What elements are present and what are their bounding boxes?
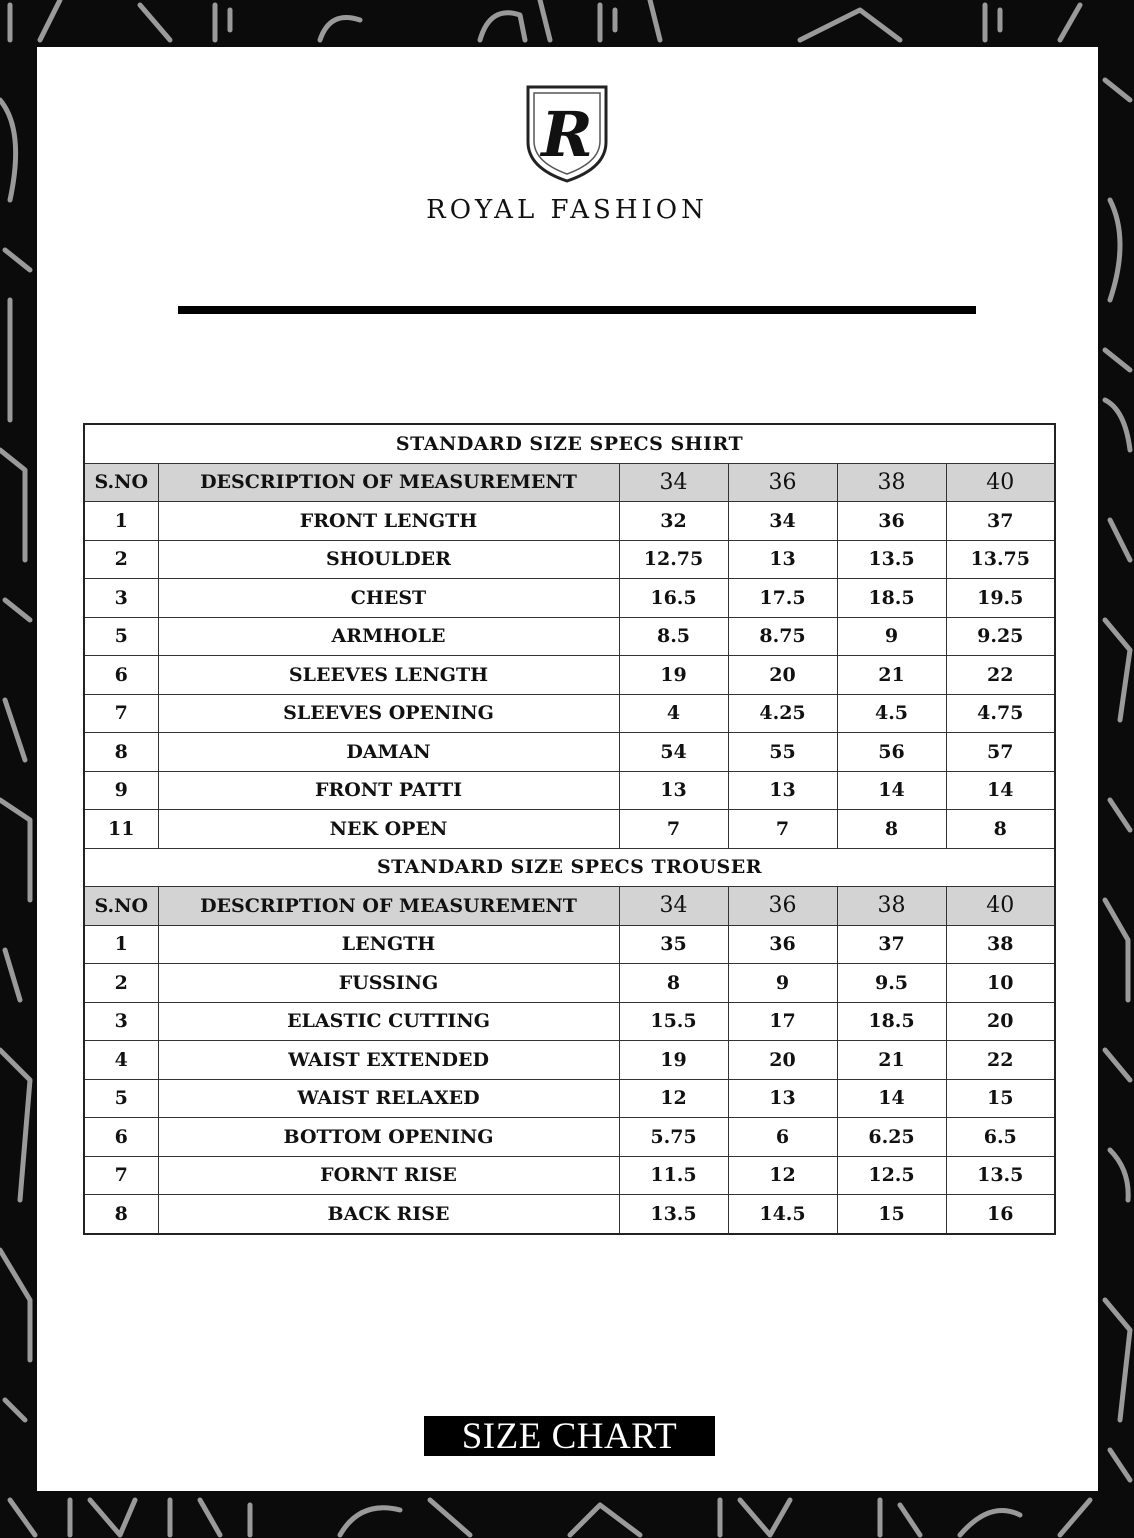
- measurement-value: 8.75: [728, 617, 837, 656]
- measurement-value: 6.25: [837, 1118, 946, 1157]
- shirt-section-title: STANDARD SIZE SPECS SHIRT: [84, 424, 1055, 463]
- row-description: CHEST: [158, 579, 619, 618]
- measurement-value: 32: [619, 502, 728, 541]
- table-row: [84, 1118, 1055, 1157]
- measurement-value: 13: [728, 540, 837, 579]
- measurement-value: 13.5: [946, 1156, 1055, 1195]
- measurement-value: 4.5: [837, 694, 946, 733]
- table-row: [84, 925, 1055, 964]
- row-serial-number: 5: [84, 1079, 158, 1118]
- measurement-value: 15.5: [619, 1002, 728, 1041]
- measurement-value: 9.5: [837, 964, 946, 1003]
- measurement-value: 19: [619, 656, 728, 695]
- row-serial-number: 8: [84, 1195, 158, 1234]
- header-divider: [178, 306, 976, 314]
- measurement-value: 55: [728, 733, 837, 772]
- row-description: SHOULDER: [158, 540, 619, 579]
- row-description: ARMHOLE: [158, 617, 619, 656]
- measurement-value: 18.5: [837, 1002, 946, 1041]
- measurement-value: 4.75: [946, 694, 1055, 733]
- table-row: [84, 694, 1055, 733]
- table-row: [84, 1002, 1055, 1041]
- measurement-value: 16: [946, 1195, 1055, 1234]
- measurement-value: 19: [619, 1041, 728, 1080]
- column-header-sno: S.NO: [84, 463, 158, 502]
- table-row: [84, 502, 1055, 541]
- row-serial-number: 3: [84, 579, 158, 618]
- row-serial-number: 2: [84, 540, 158, 579]
- measurement-value: 7: [728, 810, 837, 849]
- measurement-value: 20: [728, 656, 837, 695]
- row-description: LENGTH: [158, 925, 619, 964]
- row-description: SLEEVES OPENING: [158, 694, 619, 733]
- measurement-value: 9: [728, 964, 837, 1003]
- measurement-value: 13.75: [946, 540, 1055, 579]
- table-row: [84, 1156, 1055, 1195]
- measurement-value: 12.75: [619, 540, 728, 579]
- row-serial-number: 9: [84, 771, 158, 810]
- column-header-size: 40: [946, 887, 1055, 926]
- row-description: WAIST EXTENDED: [158, 1041, 619, 1080]
- table-row: [84, 1195, 1055, 1234]
- table-row: [84, 579, 1055, 618]
- row-serial-number: 8: [84, 733, 158, 772]
- row-description: ELASTIC CUTTING: [158, 1002, 619, 1041]
- row-serial-number: 3: [84, 1002, 158, 1041]
- measurement-value: 38: [946, 925, 1055, 964]
- row-serial-number: 6: [84, 656, 158, 695]
- measurement-value: 7: [619, 810, 728, 849]
- row-description: DAMAN: [158, 733, 619, 772]
- measurement-value: 13.5: [619, 1195, 728, 1234]
- measurement-value: 9.25: [946, 617, 1055, 656]
- measurement-value: 54: [619, 733, 728, 772]
- measurement-value: 5.75: [619, 1118, 728, 1157]
- measurement-value: 57: [946, 733, 1055, 772]
- measurement-value: 36: [837, 502, 946, 541]
- row-description: WAIST RELAXED: [158, 1079, 619, 1118]
- measurement-value: 14.5: [728, 1195, 837, 1234]
- row-serial-number: 6: [84, 1118, 158, 1157]
- table-row: [84, 964, 1055, 1003]
- measurement-value: 22: [946, 1041, 1055, 1080]
- column-header-size: 38: [837, 463, 946, 502]
- measurement-value: 22: [946, 656, 1055, 695]
- measurement-value: 37: [946, 502, 1055, 541]
- measurement-value: 14: [946, 771, 1055, 810]
- measurement-value: 15: [946, 1079, 1055, 1118]
- measurement-value: 37: [837, 925, 946, 964]
- row-serial-number: 1: [84, 502, 158, 541]
- size-specs-table: [83, 423, 1056, 1235]
- measurement-value: 17: [728, 1002, 837, 1041]
- row-serial-number: 7: [84, 1156, 158, 1195]
- measurement-value: 17.5: [728, 579, 837, 618]
- column-header-sno: S.NO: [84, 887, 158, 926]
- measurement-value: 21: [837, 656, 946, 695]
- shirt-title-row: [84, 424, 1055, 463]
- column-header-description: DESCRIPTION OF MEASUREMENT: [158, 887, 619, 926]
- measurement-value: 10: [946, 964, 1055, 1003]
- row-description: FORNT RISE: [158, 1156, 619, 1195]
- measurement-value: 34: [728, 502, 837, 541]
- column-header-size: 40: [946, 463, 1055, 502]
- trouser-section-title: STANDARD SIZE SPECS TROUSER: [84, 848, 1055, 887]
- table-row: [84, 1079, 1055, 1118]
- measurement-value: 4.25: [728, 694, 837, 733]
- measurement-value: 20: [946, 1002, 1055, 1041]
- row-serial-number: 7: [84, 694, 158, 733]
- size-chart-label: SIZE CHART: [424, 1416, 715, 1456]
- measurement-value: 13: [728, 1079, 837, 1118]
- trouser-header-row: [84, 887, 1055, 926]
- row-serial-number: 1: [84, 925, 158, 964]
- column-header-size: 36: [728, 463, 837, 502]
- column-header-size: 34: [619, 887, 728, 926]
- measurement-value: 8: [946, 810, 1055, 849]
- royal-fashion-shield-logo: [525, 84, 609, 184]
- column-header-description: DESCRIPTION OF MEASUREMENT: [158, 463, 619, 502]
- svg-text:R: R: [541, 98, 593, 171]
- column-header-size: 38: [837, 887, 946, 926]
- table-row: [84, 1041, 1055, 1080]
- measurement-value: 8.5: [619, 617, 728, 656]
- row-description: FUSSING: [158, 964, 619, 1003]
- row-serial-number: 4: [84, 1041, 158, 1080]
- table-row: [84, 771, 1055, 810]
- measurement-value: 14: [837, 771, 946, 810]
- column-header-size: 36: [728, 887, 837, 926]
- measurement-value: 12.5: [837, 1156, 946, 1195]
- table-row: [84, 617, 1055, 656]
- measurement-value: 13: [728, 771, 837, 810]
- measurement-value: 8: [619, 964, 728, 1003]
- row-description: NEK OPEN: [158, 810, 619, 849]
- table-row: [84, 810, 1055, 849]
- measurement-value: 11.5: [619, 1156, 728, 1195]
- row-serial-number: 5: [84, 617, 158, 656]
- measurement-value: 15: [837, 1195, 946, 1234]
- measurement-value: 12: [728, 1156, 837, 1195]
- measurement-value: 9: [837, 617, 946, 656]
- brand-name: ROYAL FASHION: [426, 195, 708, 225]
- measurement-value: 13.5: [837, 540, 946, 579]
- row-description: BACK RISE: [158, 1195, 619, 1234]
- measurement-value: 19.5: [946, 579, 1055, 618]
- row-description: FRONT PATTI: [158, 771, 619, 810]
- measurement-value: 12: [619, 1079, 728, 1118]
- table-row: [84, 656, 1055, 695]
- table-row: [84, 540, 1055, 579]
- trouser-title-row: [84, 848, 1055, 887]
- table-row: [84, 733, 1055, 772]
- measurement-value: 4: [619, 694, 728, 733]
- measurement-value: 36: [728, 925, 837, 964]
- row-description: FRONT LENGTH: [158, 502, 619, 541]
- measurement-value: 6: [728, 1118, 837, 1157]
- shirt-header-row: [84, 463, 1055, 502]
- measurement-value: 21: [837, 1041, 946, 1080]
- measurement-value: 56: [837, 733, 946, 772]
- measurement-value: 16.5: [619, 579, 728, 618]
- measurement-value: 18.5: [837, 579, 946, 618]
- measurement-value: 20: [728, 1041, 837, 1080]
- column-header-size: 34: [619, 463, 728, 502]
- measurement-value: 8: [837, 810, 946, 849]
- measurement-value: 6.5: [946, 1118, 1055, 1157]
- row-description: BOTTOM OPENING: [158, 1118, 619, 1157]
- measurement-value: 35: [619, 925, 728, 964]
- row-description: SLEEVES LENGTH: [158, 656, 619, 695]
- row-serial-number: 2: [84, 964, 158, 1003]
- measurement-value: 13: [619, 771, 728, 810]
- row-serial-number: 11: [84, 810, 158, 849]
- measurement-value: 14: [837, 1079, 946, 1118]
